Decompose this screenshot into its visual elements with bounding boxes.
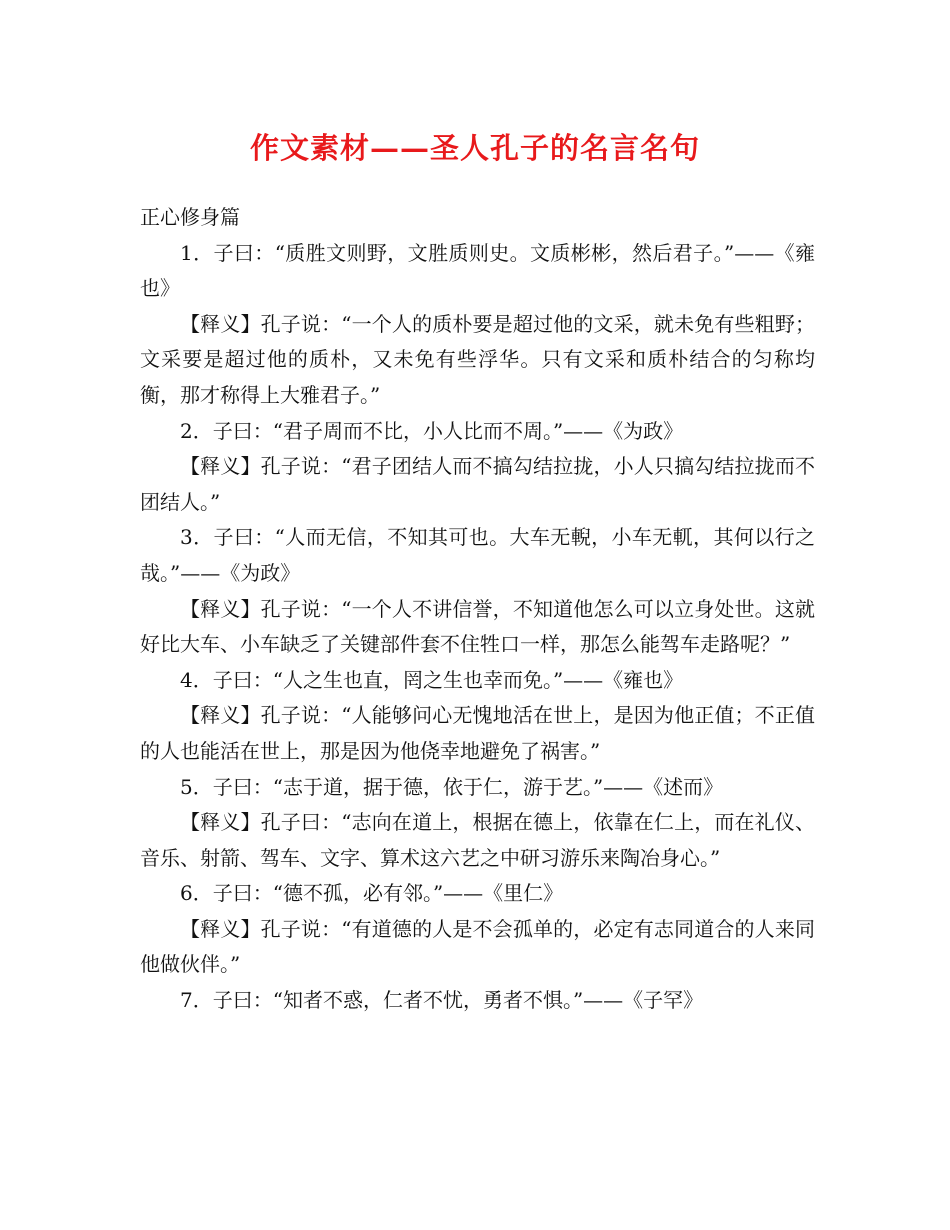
explanation-5: 【释义】孔子曰：“志向在道上，根据在德上，依靠在仁上，而在礼仪、音乐、射箭、驾车、文字、算术这六艺之中研习游乐来陶冶身心。” — [140, 810, 815, 870]
quote-7: 7．子曰：“知者不惑，仁者不忧，勇者不惧。”——《子罕》 — [180, 988, 704, 1013]
explanation-1: 【释义】孔子说：“一个人的质朴要是超过他的文采，就未免有些粗野；文采要是超过他的质朴，又未免有些浮华。只有文采和质朴结合的匀称均衡，那才称得上大雅君子。” — [140, 311, 815, 407]
quote-4: 4．子曰：“人之生也直，罔之生也幸而免。”——《雍也》 — [180, 667, 684, 692]
quote-6: 6．子曰：“德不孤，必有邻。”——《里仁》 — [180, 881, 564, 906]
section-title: 正心修身篇 — [140, 205, 240, 229]
quote-2: 2．子曰：“君子周而不比，小人比而不周。”——《为政》 — [180, 418, 684, 443]
explanation-6: 【释义】孔子说：“有道德的人是不会孤单的，必定有志同道合的人来同他做伙伴。” — [140, 916, 815, 977]
quote-1: 1．子曰：“质胜文则野，文胜质则史。文质彬彬，然后君子。”——《雍也》 — [140, 240, 815, 301]
explanation-2: 【释义】孔子说：“君子团结人而不搞勾结拉拢，小人只搞勾结拉拢而不团结人。” — [140, 454, 815, 514]
explanation-3: 【释义】孔子说：“一个人不讲信誉，不知道他怎么可以立身处世。这就好比大车、小车缺乏了关键部件套不住牲口一样，那怎么能驾车走路呢？” — [140, 596, 815, 657]
quote-5: 5．子曰：“志于道，据于德，依于仁，游于艺。”——《述而》 — [180, 774, 724, 799]
quote-3: 3．子曰：“人而无信，不知其可也。大车无輗，小车无軏，其何以行之哉。”——《为政》 — [140, 525, 815, 585]
explanation-4: 【释义】孔子说：“人能够问心无愧地活在世上，是因为他正值；不正值的人也能活在世上，那是因为他侥幸地避免了祸害。” — [140, 703, 815, 763]
document-body — [140, 200, 815, 1019]
page-title: 作文素材——圣人孔子的名言名句 — [249, 131, 700, 165]
